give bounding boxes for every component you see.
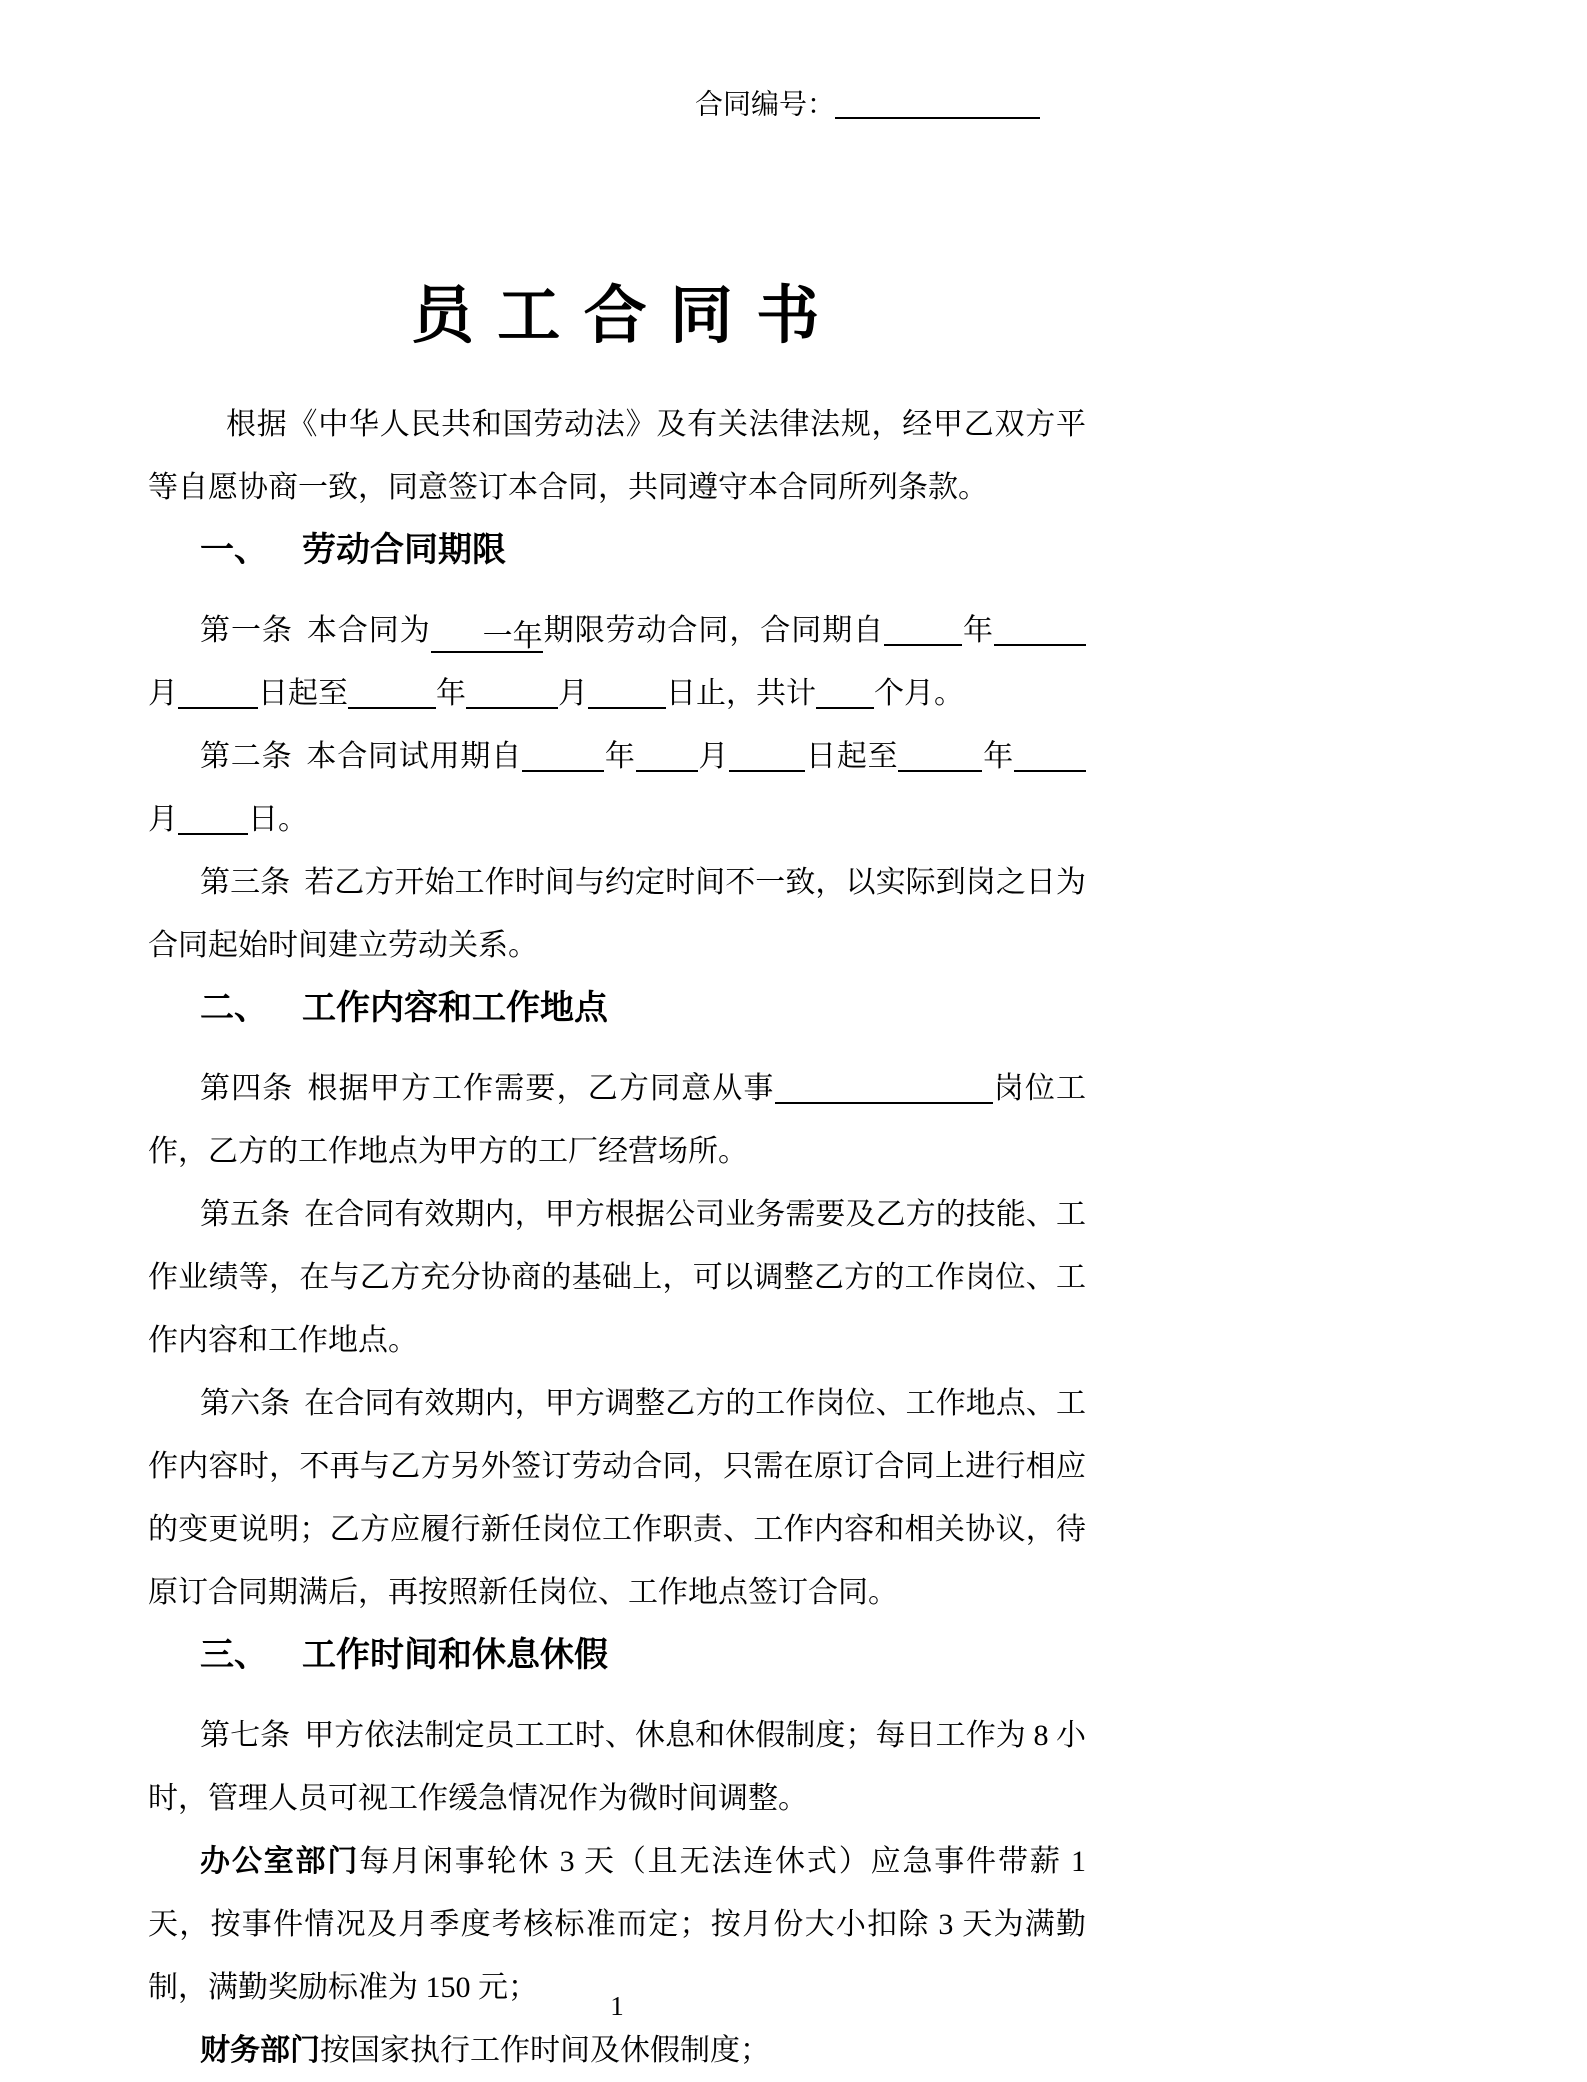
section-heading-2 xyxy=(148,977,1086,1041)
end-month-field[interactable] xyxy=(466,676,558,709)
contract-number-field[interactable] xyxy=(835,88,1040,119)
contract-number-row xyxy=(148,0,1086,122)
text-run: 月 xyxy=(697,740,730,774)
end-year-field[interactable] xyxy=(348,676,436,709)
text-run: 本合同为 xyxy=(306,614,431,648)
probation-start-month-field[interactable] xyxy=(636,739,698,772)
start-day-field[interactable] xyxy=(178,676,258,709)
text-run: 按国家执行工作时间及休假制度； xyxy=(320,2034,770,2068)
text-run: 日起至 xyxy=(258,677,348,711)
text-run: 岗位工作，乙方的工作地点为甲方的工厂经营场所。 xyxy=(148,1072,1087,1169)
page-number: 1 xyxy=(610,1991,624,2021)
text-run: 年 xyxy=(982,740,1015,774)
job-position-field[interactable] xyxy=(775,1071,993,1104)
clause-7 xyxy=(148,1704,1086,1830)
department-lead: 财务部门 xyxy=(200,2034,320,2068)
text-run: 日止，共计 xyxy=(666,677,816,711)
text-run: 在合同有效期内，甲方调整乙方的工作岗位、工作地点、工作内容时，不再与乙方另外签订劳动合同，只需在原订合同上进行相应的变更说明；乙方应履行新任岗位工作职责、工作内容和相关协议，待原订合同期满后，再按照新任岗位、工作地点签订合同。 xyxy=(148,1387,1087,1610)
text-run: 月 xyxy=(148,803,178,837)
intro-paragraph: 根据《中华人民共和国劳动法》及有关法律法规，经甲乙双方平等自愿协商一致，同意签订本合同，共同遵守本合同所列条款。 xyxy=(148,408,1086,505)
text-run: 日。 xyxy=(248,803,308,837)
clause-label: 第二条 xyxy=(200,740,293,774)
text-run: 本合同试用期自 xyxy=(306,740,523,774)
section-title: 工作内容和工作地点 xyxy=(302,990,608,1028)
term-length-value: 一年 xyxy=(482,619,543,653)
probation-start-day-field[interactable] xyxy=(729,739,805,772)
section-number: 二、 xyxy=(200,990,268,1028)
department-lead: 办公室部门 xyxy=(200,1845,360,1879)
section-title: 劳动合同期限 xyxy=(302,532,506,570)
clause-5 xyxy=(148,1183,1086,1372)
section-title: 工作时间和休息休假 xyxy=(302,1637,608,1675)
text-run: 每月闲事轮休 3 天（且无法连休式）应急事件带薪 1 天，按事件情况及月季度考核标准而定；按月份大小扣除 3 天为满勤制，满勤奖励标准为 150 元； xyxy=(148,1845,1087,2005)
total-months-field[interactable] xyxy=(816,676,874,709)
clause-3 xyxy=(148,851,1086,977)
text-run: 在合同有效期内，甲方根据公司业务需要及乙方的技能、工作业绩等，在与乙方充分协商的基础上，可以调整乙方的工作岗位、工作内容和工作地点。 xyxy=(148,1198,1087,1358)
clause-label: 第三条 xyxy=(200,866,291,900)
probation-end-year-field[interactable] xyxy=(898,739,982,772)
clause-6 xyxy=(148,1372,1086,1624)
clause-1 xyxy=(148,599,1086,725)
text-run: 月 xyxy=(148,677,178,711)
probation-start-year-field[interactable] xyxy=(522,739,604,772)
text-run: 年 xyxy=(604,740,636,774)
text-run: 月 xyxy=(558,677,588,711)
probation-end-month-field[interactable] xyxy=(1014,739,1086,772)
probation-end-day-field[interactable] xyxy=(178,802,248,835)
end-day-field[interactable] xyxy=(588,676,666,709)
text-run: 年 xyxy=(436,677,466,711)
start-month-field[interactable] xyxy=(994,613,1086,646)
clause-4 xyxy=(148,1057,1086,1183)
finance-department-paragraph xyxy=(148,2019,1086,2082)
text-run: 根据甲方工作需要，乙方同意从事 xyxy=(307,1072,775,1106)
section-number: 一、 xyxy=(200,532,268,570)
text-run: 个月。 xyxy=(874,677,964,711)
text-run: 期限劳动合同，合同期自 xyxy=(542,614,885,648)
page-title: 员 工 合 同 书 xyxy=(410,281,824,352)
clause-label: 第五条 xyxy=(200,1198,291,1232)
clause-label: 第七条 xyxy=(200,1719,291,1753)
section-heading-1 xyxy=(148,519,1086,583)
start-year-field[interactable] xyxy=(884,613,962,646)
section-number: 三、 xyxy=(200,1637,268,1675)
text-run: 甲方依法制定员工工时、休息和休假制度；每日工作为 8 小时，管理人员可视工作缓急情况作为微时间调整。 xyxy=(148,1719,1087,1816)
clause-2 xyxy=(148,725,1086,851)
term-length-field[interactable] xyxy=(431,621,543,654)
text-run: 若乙方开始工作时间与约定时间不一致，以实际到岗之日为合同起始时间建立劳动关系。 xyxy=(148,866,1087,963)
text-run: 年 xyxy=(962,614,995,648)
document-body xyxy=(148,0,1086,2082)
clause-label: 第一条 xyxy=(200,614,293,648)
contract-number-label: 合同编号： xyxy=(694,89,835,121)
clause-label: 第六条 xyxy=(200,1387,291,1421)
section-heading-3 xyxy=(148,1624,1086,1688)
clause-label: 第四条 xyxy=(200,1072,294,1106)
text-run: 日起至 xyxy=(805,740,899,774)
